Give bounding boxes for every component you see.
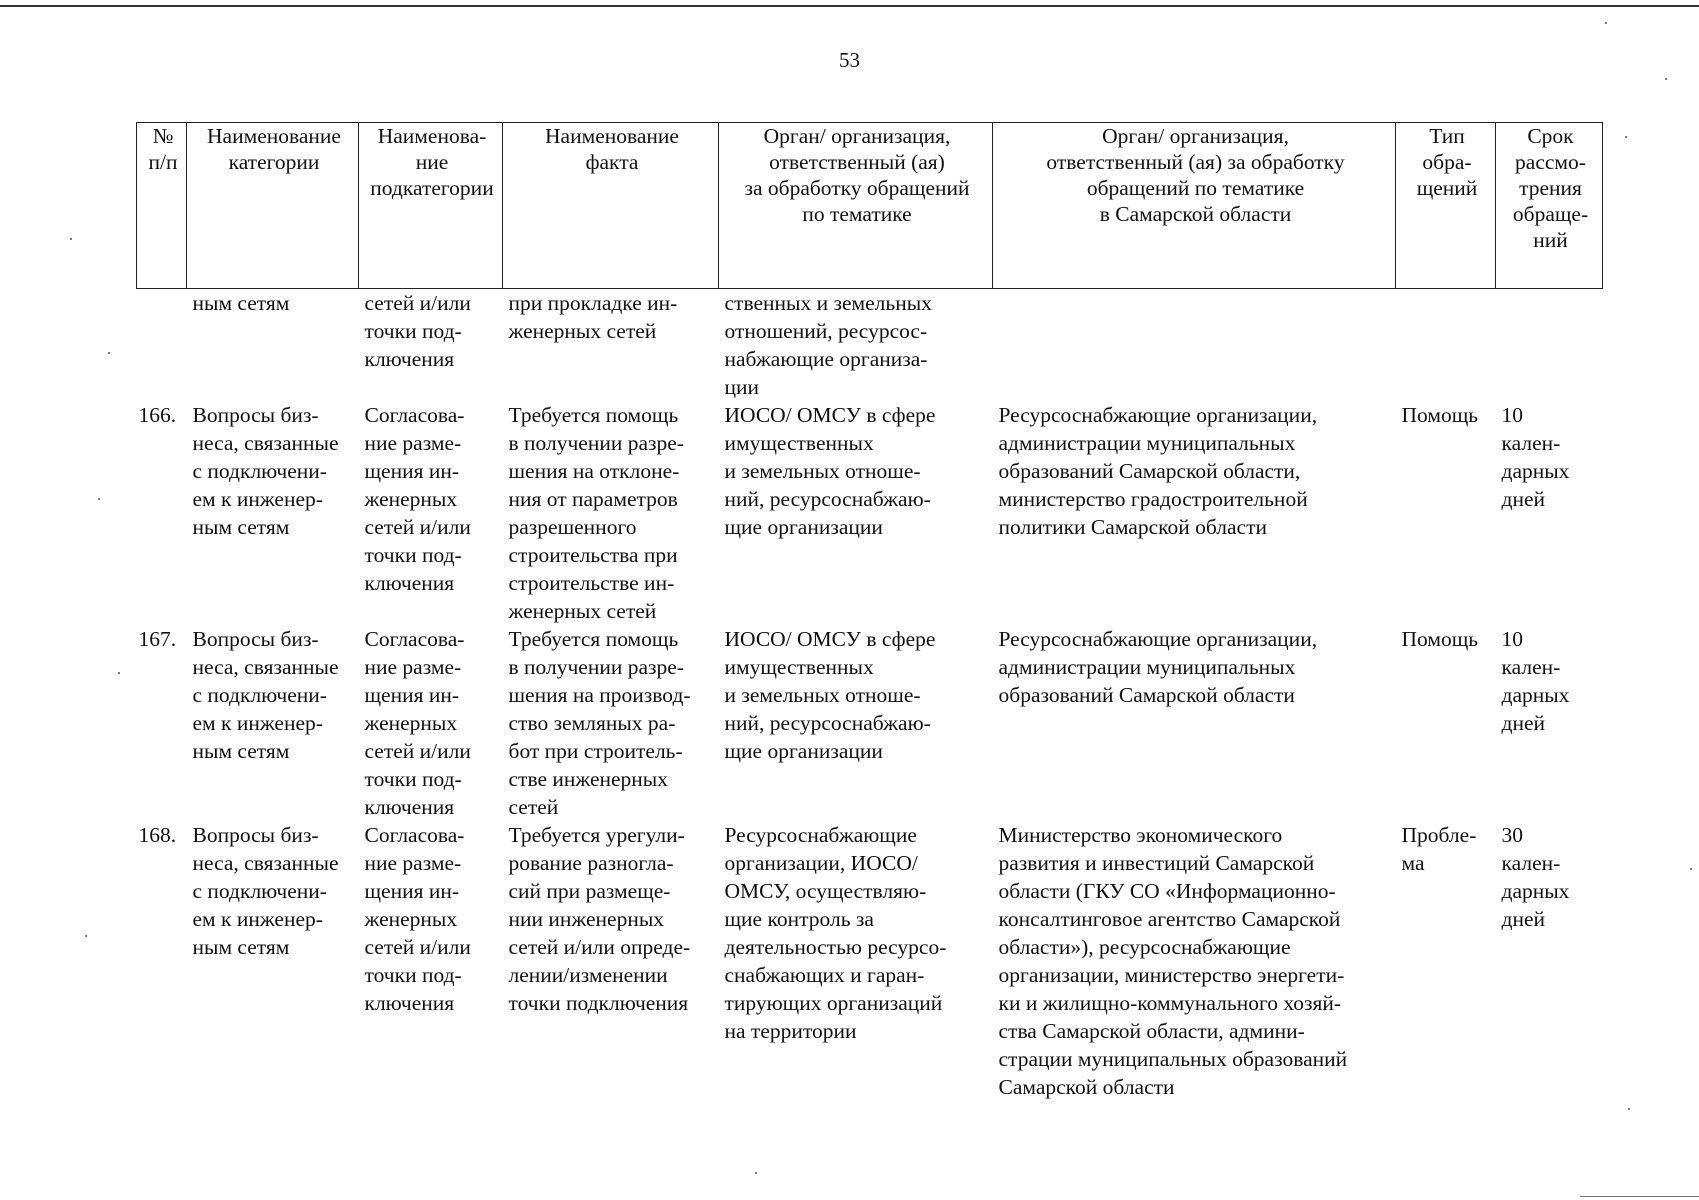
header-organ (719, 123, 993, 289)
table-row (137, 289, 1603, 402)
row-organ: ИОСО/ ОМСУ в сфере имущественных и земельных отноше- ний, ресурсоснабжаю- щие организации (724, 403, 936, 539)
scan-speck (1625, 136, 1627, 138)
table-header-row (137, 123, 1603, 289)
row-type (1396, 289, 1496, 402)
bottom-edge-line (1580, 1196, 1699, 1197)
header-fact-text: Наименование факта (545, 124, 679, 174)
document-table (136, 122, 1603, 1106)
row-number: 166. (138, 403, 177, 427)
header-type-text: Тип обра- щений (1416, 124, 1478, 200)
row-fact: Требуется помощь в получении разре- шения на производ- ство земляных ра- бот при строитель- стве инженерных сетей (508, 627, 691, 819)
row-fact: Требуется помощь в получении разре- шения на отклоне- ния от параметров разрешенного строительства при строительстве ин- женерных сетей (508, 403, 684, 623)
scan-speck (85, 935, 87, 937)
scan-speck (70, 238, 72, 240)
table-row (137, 821, 1603, 1106)
header-number-text: № п/п (148, 124, 178, 174)
header-category (187, 123, 359, 289)
header-category-text: Наименование категории (207, 124, 341, 174)
scan-speck (118, 672, 120, 674)
row-number: 167. (138, 627, 177, 651)
table-row (137, 625, 1603, 821)
header-term-text: Срок рассмо- трения обраще- ний (1512, 124, 1589, 252)
header-organ-samara (993, 123, 1396, 289)
row-organ-samara (993, 289, 1396, 402)
row-organ: ИОСО/ ОМСУ в сфере имущественных и земельных отноше- ний, ресурсоснабжаю- щие организации (724, 627, 936, 763)
table-body (137, 289, 1603, 1107)
scan-speck (108, 352, 110, 354)
row-organ: ственных и земельных отношений, ресурсос- набжающие организа- ции (724, 291, 932, 399)
row-category: Вопросы биз- неса, связанные с подключени- ем к инженер- ным сетям (192, 627, 339, 763)
header-number (137, 123, 187, 289)
scan-speck (1605, 22, 1607, 24)
header-organ-samara-text: Орган/ организация, ответственный (ая) за обработку обращений по тематике в Самарской области (1046, 124, 1345, 226)
row-type: Пробле- ма (1401, 823, 1477, 875)
row-subcategory: сетей и/или точки под- ключения (364, 291, 471, 371)
header-subcategory (359, 123, 503, 289)
scan-speck (98, 498, 100, 500)
row-subcategory: Согласова- ние разме- щения ин- женерных сетей и/или точки под- ключения (364, 823, 471, 1015)
row-subcategory: Согласова- ние разме- щения ин- женерных сетей и/или точки под- ключения (364, 627, 471, 819)
row-term: 30 кален- дарных дней (1501, 823, 1570, 931)
row-type: Помощь (1401, 627, 1479, 651)
row-organ-samara: Ресурсоснабжающие организации, администрации муниципальных образований Самарской области, министерство градостроительной политики Самарской области (998, 403, 1318, 539)
row-number (137, 289, 187, 402)
scan-speck (1665, 78, 1667, 80)
row-term: 10 кален- дарных дней (1501, 627, 1570, 735)
page-number: 53 (839, 48, 860, 72)
row-term: 10 кален- дарных дней (1501, 403, 1570, 511)
row-category: ным сетям (192, 291, 290, 315)
row-fact: Требуется урегули- рование разногла- сий при размеще- нии инженерных сетей и/или опреде- лении/изменении точки подключения (508, 823, 691, 1015)
top-border-line (0, 5, 1699, 7)
scan-speck (755, 1172, 757, 1174)
header-term (1496, 123, 1603, 289)
row-category: Вопросы биз- неса, связанные с подключени- ем к инженер- ным сетям (192, 823, 339, 959)
table-header (137, 123, 1603, 289)
scan-speck (1690, 868, 1692, 870)
header-type (1396, 123, 1496, 289)
header-subcategory-text: Наименова- ние подкатегории (370, 124, 494, 200)
table-row (137, 401, 1603, 625)
row-subcategory: Согласова- ние разме- щения ин- женерных сетей и/или точки под- ключения (364, 403, 471, 595)
row-organ-samara: Министерство экономического развития и инвестиций Самарской области (ГКУ СО «Информационно- консалтинговое агентство Самарской области»), ресурсоснабжающие организации, министерство энергети- ки и жилищно-коммунального хозяй- ства Самарской области, админи- страции муниципальных образований Самарской области (998, 823, 1348, 1099)
header-fact (503, 123, 719, 289)
header-organ-text: Орган/ организация, ответственный (ая) за обработку обращений по тематике (744, 124, 970, 226)
row-category: Вопросы биз- неса, связанные с подключени- ем к инженер- ным сетям (192, 403, 339, 539)
row-organ-samara: Ресурсоснабжающие организации, администрации муниципальных образований Самарской области (998, 627, 1318, 707)
row-term (1496, 289, 1603, 402)
row-type: Помощь (1401, 403, 1479, 427)
row-number: 168. (138, 823, 177, 847)
row-fact: при прокладке ин- женерных сетей (508, 291, 678, 343)
scan-speck (1628, 1108, 1630, 1110)
row-organ: Ресурсоснабжающие организации, ИОСО/ ОМСУ, осуществляю- щие контроль за деятельностью ресурсо- снабжающих и гаран- тирующих организаций на территории (724, 823, 947, 1043)
